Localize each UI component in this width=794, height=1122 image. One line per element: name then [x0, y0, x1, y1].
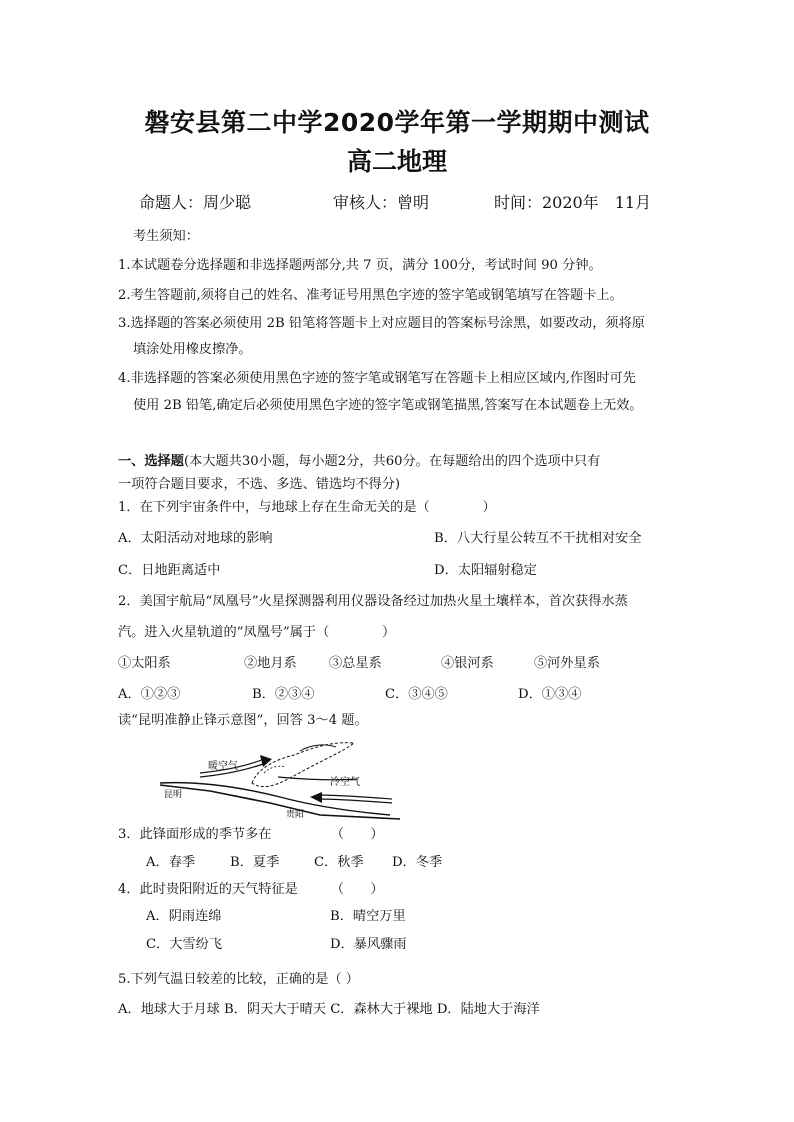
q3-option-b: B．夏季 — [230, 855, 280, 870]
notice-item-3: 3.选择题的答案必须使用 2B 铅笔将答题卡上对应题目的答案标号涂黑，如要改动，须将原 — [118, 316, 645, 331]
notice-item-2: 2.考生答题前,须将自己的姓名、准考证号用黑色字迹的签字笔或钢笔填写在答题卡上。 — [118, 288, 623, 303]
q1-option-d: D．太阳辐射稳定 — [434, 563, 537, 578]
section-heading-bold: 一、选择题 — [118, 454, 184, 469]
notice-item-3-cont: 填涂处用橡皮擦净。 — [133, 342, 252, 357]
label-cold-air: 冷空气 — [330, 777, 360, 788]
notice-item-4: 4.非选择题的答案必须使用黑色字迹的签字笔或钢笔写在答题卡上相应区域内,作图时可先 — [118, 371, 636, 386]
q1-stem: 1．在下列宇宙条件中，与地球上存在生命无关的是（ ） — [118, 500, 496, 515]
q4-stem: 4．此时贵阳附近的天气特征是 （ ） — [118, 882, 384, 897]
q2-stem-1: 2．美国宇航局“凤凰号”火星探测器利用仪器设备经过加热火星土壤样本，首次获得水蒸 — [118, 594, 628, 609]
author-label: 命题人：周少聪 — [139, 193, 252, 212]
q1-option-a: A．太阳活动对地球的影响 — [118, 531, 273, 546]
q4-option-b: B．晴空万里 — [330, 909, 406, 924]
section-heading — [118, 452, 600, 472]
q1-option-c: C．日地距离适中 — [118, 563, 221, 578]
q2-option-c: C．③④⑤ — [385, 687, 448, 702]
notice-heading: 考生须知： — [133, 229, 199, 244]
q3-option-a: A．春季 — [146, 855, 196, 870]
q2-item-5: ⑤河外星系 — [534, 656, 600, 671]
notice-item-4-cont: 使用 2B 铅笔,确定后必须使用黑色字迹的签字笔或钢笔描黑,答案写在本试题卷上无效。 — [133, 398, 643, 413]
label-guiyang: 贵阳 — [286, 810, 305, 820]
q2-item-4: ④银河系 — [441, 656, 494, 671]
q4-option-c: C．大雪纷飞 — [146, 937, 223, 952]
reviewer-label: 审核人：曾明 — [333, 193, 430, 212]
label-warm-air: 暖空气 — [208, 761, 238, 772]
q2-item-2: ②地月系 — [244, 656, 297, 671]
q2-option-b: B．②③④ — [252, 687, 315, 702]
q1-option-b: B．八大行星公转互不干扰相对安全 — [434, 531, 642, 546]
section-heading-rest: (本大题共30小题，每小题2分，共60分。在每题给出的四个选项中只有 — [183, 454, 601, 469]
page-subtitle: 高二地理 — [346, 147, 447, 176]
q3-option-d: D．冬季 — [392, 855, 443, 870]
q4-option-d: D．暴风骤雨 — [330, 937, 407, 952]
page-title: 磐安县第二中学2020学年第一学期期中测试 — [144, 108, 650, 137]
q2-option-a: A．①②③ — [118, 687, 181, 702]
front-diagram — [160, 737, 400, 825]
figure-intro: 读“昆明准静止锋示意图”，回答 3～4 题。 — [118, 713, 368, 728]
q4-option-a: A．阴雨连绵 — [146, 909, 222, 924]
q2-option-d: D．①③④ — [518, 687, 582, 702]
q3-option-c: C．秋季 — [314, 855, 364, 870]
time-label: 时间：2020年 11月 — [494, 193, 652, 212]
q3-stem: 3．此锋面形成的季节多在 （ ） — [118, 827, 384, 842]
q5-stem: 5.下列气温日较差的比较，正确的是（ ） — [118, 972, 359, 987]
notice-item-1: 1.本试题卷分选择题和非选择题两部分,共 7 页，满分 100分，考试时间 90 分钟。 — [118, 258, 602, 273]
q2-item-1: ①太阳系 — [118, 656, 171, 671]
label-kunming: 昆明 — [164, 790, 183, 800]
q2-item-3: ③总星系 — [329, 656, 382, 671]
q2-stem-2: 汽。进入火星轨道的“凤凰号”属于（ ） — [118, 625, 396, 640]
q5-options: A．地球大于月球 B．阴天大于晴天 C．森林大于裸地 D．陆地大于海洋 — [118, 1002, 540, 1017]
exam-meta — [139, 190, 651, 213]
section-heading-line2: 一项符合题目要求，不选、多选、错选均不得分) — [118, 477, 401, 492]
